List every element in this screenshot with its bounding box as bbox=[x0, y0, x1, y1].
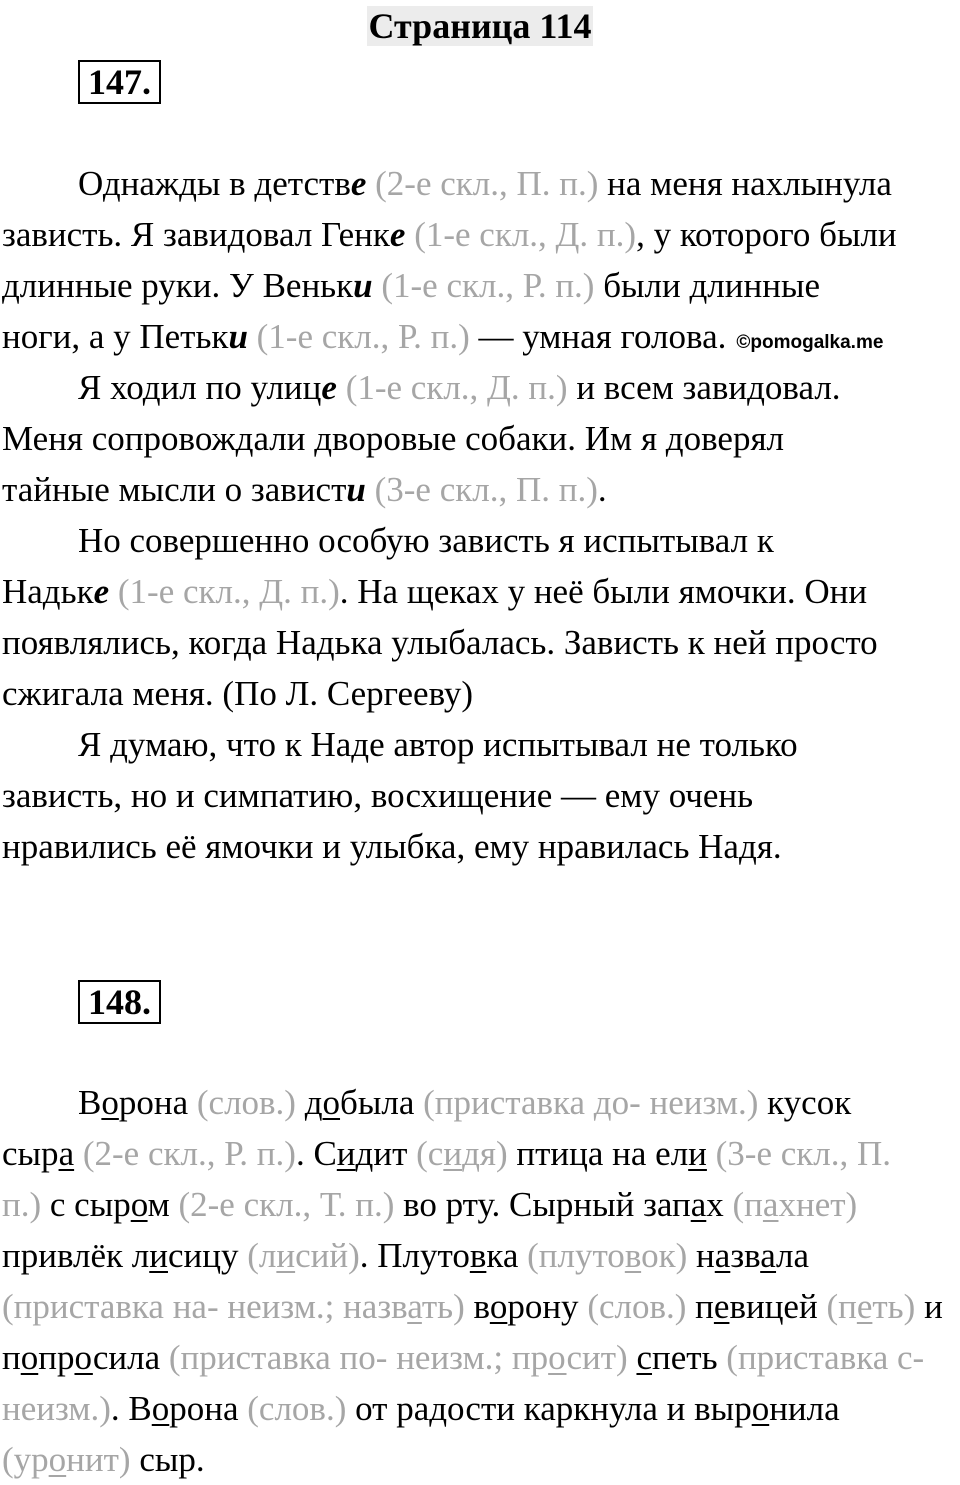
exercise-number-148: 148. bbox=[78, 980, 161, 1024]
text-line: (приставка на- неизм.; назвать) ворону (слов.) певицей (петь) и bbox=[2, 1287, 943, 1326]
text-line: зависть. Я завидовал Генке (1-е скл., Д. п.), у которого были bbox=[2, 215, 897, 254]
text-line: п.) с сыром (2-е скл., Т. п.) во рту. Сырный запах (пахнет) bbox=[2, 1185, 858, 1224]
watermark: ©pomogalka.me bbox=[736, 332, 884, 353]
text-line: привлёк лисицу (лисий). Плутовка (плутовок) назвала bbox=[2, 1236, 810, 1275]
text-line: сыра (2-е скл., Р. п.). Сидит (сидя) птица на ели (3-е скл., П. bbox=[2, 1134, 892, 1173]
text-line: сжигала меня. (По Л. Сергееву) bbox=[2, 674, 474, 713]
text-line: попросила (приставка по- неизм.; просит) спеть (приставка с- bbox=[2, 1338, 925, 1377]
exercise-147-text bbox=[2, 158, 960, 872]
exercise-number-147: 147. bbox=[78, 60, 161, 104]
text-line: тайные мысли о зависти (3-е скл., П. п.). bbox=[2, 470, 607, 509]
text-line: неизм.). Ворона (слов.) от радости каркнула и выронила bbox=[2, 1389, 840, 1428]
exercise-148-text bbox=[2, 1077, 960, 1485]
text-line: Я думаю, что к Наде автор испытывал не только bbox=[78, 725, 798, 764]
text-line: появлялись, когда Надька улыбалась. Зависть к ней просто bbox=[2, 623, 878, 662]
text-line: нравились её ямочки и улыбка, ему нравилась Надя. bbox=[2, 827, 782, 866]
text-line: (уронит) сыр. bbox=[2, 1440, 205, 1479]
text-line: Я ходил по улице (1-е скл., Д. п.) и всем завидовал. bbox=[78, 368, 841, 407]
text-line: Ворона (слов.) добыла (приставка до- неизм.) кусок bbox=[78, 1083, 852, 1122]
text-line: Но совершенно особую зависть я испытывал к bbox=[78, 521, 774, 560]
text-line: Надьке (1-е скл., Д. п.). На щеках у неё были ямочки. Они bbox=[2, 572, 868, 611]
text-line: Однажды в детстве (2-е скл., П. п.) на меня нахлынула bbox=[78, 164, 892, 203]
text-line: ноги, а у Петьки (1-е скл., Р. п.) — умная голова. ©pomogalka.me bbox=[2, 317, 884, 356]
text-line: зависть, но и симпатию, восхищение — ему очень bbox=[2, 776, 754, 815]
text-line: Меня сопровождали дворовые собаки. Им я доверял bbox=[2, 419, 785, 458]
text-line: длинные руки. У Веньки (1-е скл., Р. п.) были длинные bbox=[2, 266, 820, 305]
page-title: Страница 114 bbox=[368, 6, 592, 46]
